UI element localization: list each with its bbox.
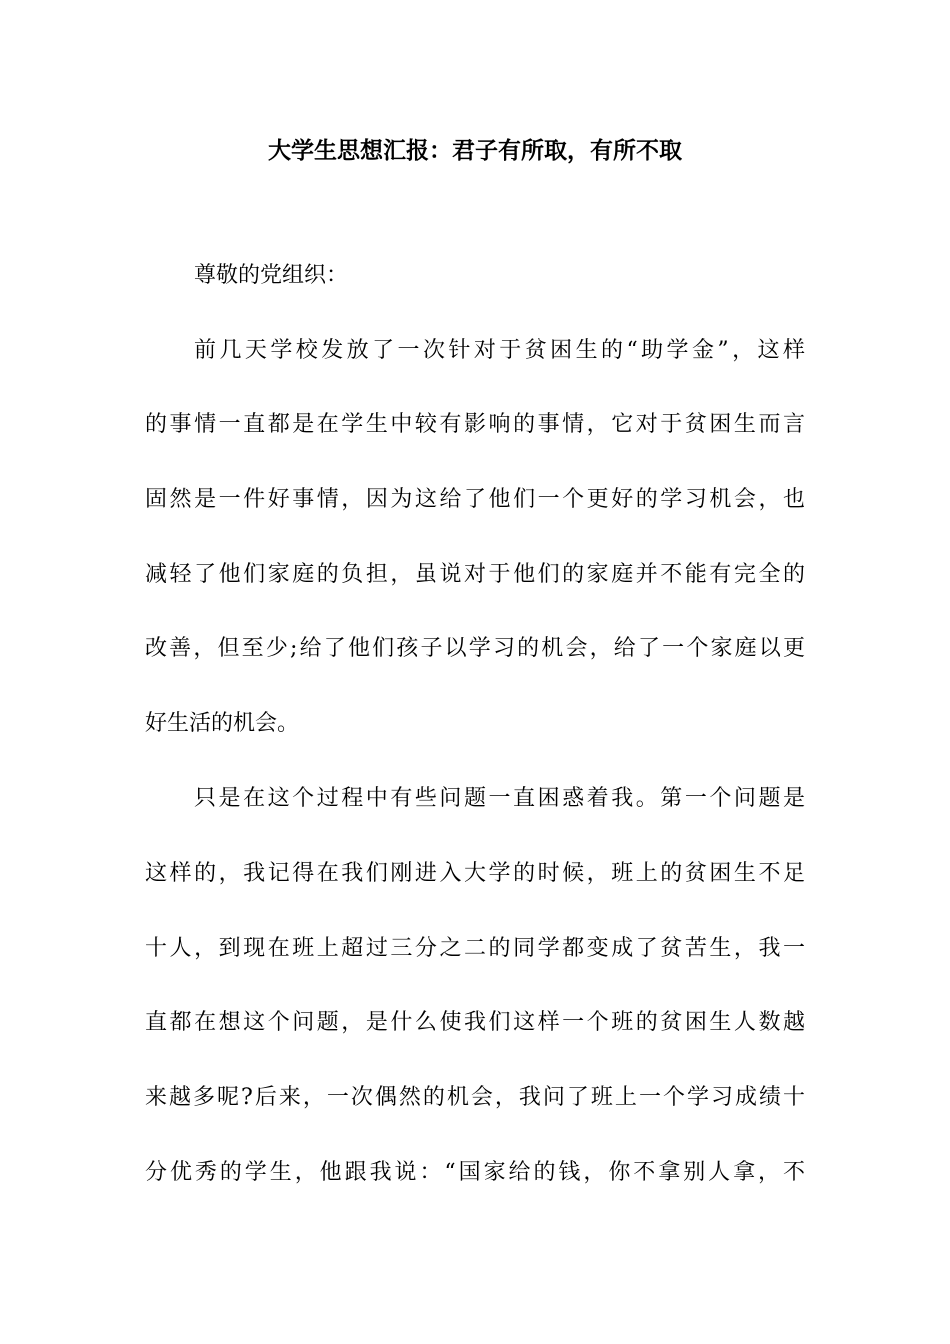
paragraph-1-line-4: 减轻了他们家庭的负担，虽说对于他们的家庭并不能有完全的 bbox=[145, 562, 805, 587]
paragraph-2-line-2: 这样的，我记得在我们刚进入大学的时候，班上的贫困生不足 bbox=[145, 861, 805, 886]
paragraph-1-line-1: 前几天学校发放了一次针对于贫困生的“助学金”，这样 bbox=[194, 338, 805, 363]
paragraph-1-line-2: 的事情一直都是在学生中较有影响的事情，它对于贫困生而言 bbox=[145, 412, 805, 437]
paragraph-2-line-3: 十人，到现在班上超过三分之二的同学都变成了贫苦生，我一 bbox=[145, 936, 805, 961]
paragraph-2-line-6: 分优秀的学生，他跟我说：“国家给的钱，你不拿别人拿，不 bbox=[145, 1160, 805, 1185]
paragraph-2-line-4: 直都在想这个问题，是什么使我们这样一个班的贫困生人数越 bbox=[145, 1010, 805, 1035]
paragraph-1-line-3: 固然是一件好事情，因为这给了他们一个更好的学习机会，也 bbox=[145, 487, 805, 512]
document-title: 大学生思想汇报：君子有所取，有所不取 bbox=[268, 137, 682, 164]
paragraph-1-line-6: 好生活的机会。 bbox=[145, 711, 300, 736]
paragraph-2-line-1: 只是在这个过程中有些问题一直困惑着我。第一个问题是 bbox=[194, 786, 805, 811]
paragraph-1-line-5: 改善，但至少;给了他们孩子以学习的机会，给了一个家庭以更 bbox=[145, 636, 805, 661]
paragraph-2-line-5: 来越多呢?后来，一次偶然的机会，我问了班上一个学习成绩十 bbox=[145, 1085, 805, 1110]
salutation: 尊敬的党组织： bbox=[194, 263, 349, 288]
